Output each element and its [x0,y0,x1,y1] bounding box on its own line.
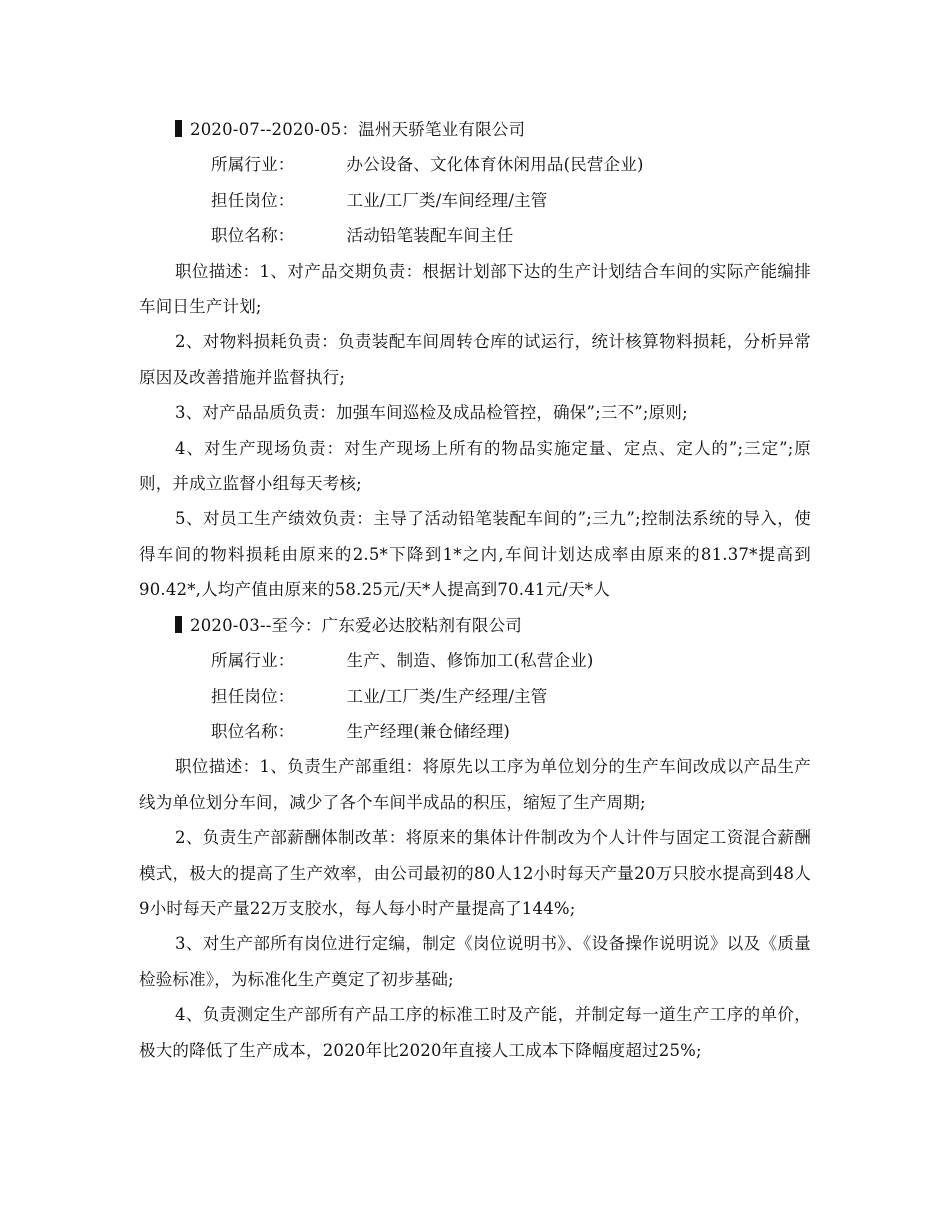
description-paragraph: 2、负责生产部薪酬体制改革：将原来的集体计件制改为个人计件与固定工资混合薪酬模式，极大的提高了生产效率，由公司最初的80人12小时每天产量20万只胶水提高到48人9小时每天产量22万支胶水，每人每小时产量提高了144%; [139,828,811,918]
post-row [139,183,811,218]
job-entry-header [139,112,811,147]
description-paragraph: 职位描述：1、负责生产部重组：将原先以工序为单位划分的生产车间改成以产品生产线为单位划分车间，减少了各个车间半成品的积压，缩短了生产周期; [139,757,811,812]
description-paragraph: 4、负责测定生产部所有产品工序的标准工时及产能，并制定每一道生产工序的单价，极大的降低了生产成本，2020年比2020年直接人工成本下降幅度超过25%; [139,1005,811,1060]
bullet-marker-icon [175,616,182,633]
job-title-label: 职位名称： [211,226,295,246]
job-title-row [139,714,811,749]
industry-label: 所属行业： [211,155,295,175]
industry-value: 生产、制造、修饰加工(私营企业) [346,651,594,671]
job-entry-header [139,608,811,643]
description-paragraph: 4、对生产现场负责：对生产现场上所有的物品实施定量、定点、定人的”;三定”;原则，并成立监督小组每天考核; [139,438,811,494]
description-paragraph: 3、对生产部所有岗位进行定编，制定《岗位说明书》、《设备操作说明说》以及《质量检验标准》，为标准化生产奠定了初步基础; [139,934,811,989]
description-paragraph: 职位描述：1、对产品交期负责：根据计划部下达的生产计划结合车间的实际产能编排车间日生产计划; [139,261,811,317]
job-entry-header-text: 2020-03--至今：广东爱必达胶粘剂有限公司 [190,615,523,635]
industry-value: 办公设备、文化体育休闲用品(民营企业) [346,155,644,175]
job-title-value: 活动铅笔装配车间主任 [346,226,514,246]
description-paragraph: 3、对产品品质负责：加强车间巡检及成品检管控，确保”;三不”;原则; [175,403,688,423]
post-row [139,679,811,714]
job-title-value: 生产经理(兼仓储经理) [346,721,511,741]
post-value: 工业/工厂类/车间经理/主管 [346,190,548,210]
job-title-label: 职位名称： [211,721,295,741]
job-entry-header-text: 2020-07--2020-05：温州天骄笔业有限公司 [190,120,526,139]
post-label: 担任岗位： [211,190,295,210]
description-paragraph: 2、对物料损耗负责：负责装配车间周转仓库的试运行，统计核算物料损耗，分析异常原因及改善措施并监督执行; [139,332,811,387]
post-value: 工业/工厂类/生产经理/主管 [346,686,548,706]
industry-row [139,643,811,678]
description-paragraph: 5、对员工生产绩效负责：主导了活动铅笔装配车间的”;三九”;控制法系统的导入，使得车间的物料损耗由原来的2.5*下降到1*之内,车间计划达成率由原来的81.37*提高到90.42*,人均产值由原来的58.25元/天*人提高到70.41元/天*人 [139,509,811,600]
document-body [139,112,811,1068]
industry-label: 所属行业： [211,651,295,671]
industry-row [139,147,811,182]
job-title-row [139,218,811,253]
post-label: 担任岗位： [211,686,295,706]
bullet-marker-icon [175,120,182,137]
